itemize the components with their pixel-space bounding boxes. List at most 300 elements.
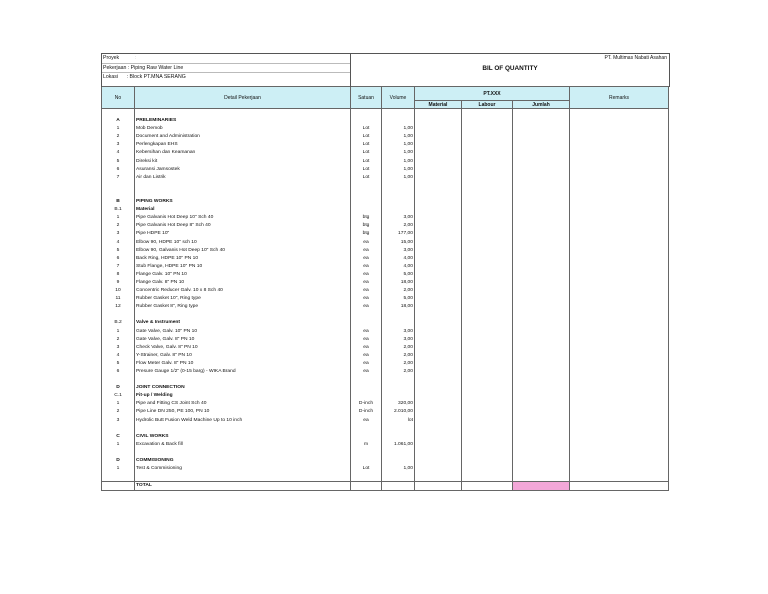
item-remarks [570,336,669,344]
item-labour [462,255,513,263]
section-no: C [102,433,135,441]
item-material [415,287,462,295]
item-material [415,239,462,247]
item-volume: lot [382,417,415,425]
item-remarks [570,352,669,360]
proyek-row [102,54,351,64]
item-jumlah [513,360,570,368]
item-remarks [570,133,669,141]
pekerjaan-row: Pekerjaan : Piping Raw Water Line [102,64,351,74]
item-material [415,336,462,344]
item-row [102,141,669,149]
item-labour [462,279,513,287]
item-remarks [570,263,669,271]
item-jumlah [513,417,570,425]
item-labour [462,465,513,473]
item-jumlah [513,230,570,238]
item-material [415,141,462,149]
item-jumlah [513,239,570,247]
item-volume: 18,00 [382,303,415,311]
item-material [415,247,462,255]
item-jumlah [513,441,570,449]
item-labour [462,295,513,303]
lokasi-row [102,73,351,82]
item-volume: 320,00 [382,400,415,408]
item-no: 8 [102,271,135,279]
item-detail: Stub Flange, HDPE 10" PN 10 [135,263,351,271]
item-material [415,400,462,408]
item-satuan: Lot [351,125,382,133]
item-satuan: ea [351,255,382,263]
item-satuan: ea [351,344,382,352]
subsection-no: B.2 [102,319,135,327]
item-jumlah [513,255,570,263]
item-satuan: ea [351,295,382,303]
item-detail: Pipe Line DN 250, PE 100, PN 10 [135,408,351,416]
section-b2-items [102,328,669,377]
item-row [102,441,669,449]
item-material [415,214,462,222]
title-block [350,53,670,87]
item-remarks [570,441,669,449]
item-material [415,174,462,182]
item-detail: Check Valve, Galv. 8" PN 10 [135,344,351,352]
subsection-title: Fit-up / Welding [135,392,351,400]
section-a-items [102,125,669,182]
item-labour [462,303,513,311]
item-row [102,295,669,303]
boq-sheet [101,53,668,491]
item-volume: 1.061,00 [382,441,415,449]
item-detail: Kebersihan dan Keamanan [135,149,351,157]
item-volume: 2,00 [382,360,415,368]
item-satuan: ea [351,287,382,295]
item-jumlah [513,158,570,166]
item-no: 3 [102,141,135,149]
item-volume: 4,00 [382,263,415,271]
spacer-row [102,449,669,457]
item-row [102,125,669,133]
item-row [102,239,669,247]
item-no: 4 [102,239,135,247]
item-volume: 2,00 [382,222,415,230]
item-labour [462,133,513,141]
item-labour [462,360,513,368]
item-labour [462,263,513,271]
item-satuan: btg [351,230,382,238]
item-material [415,465,462,473]
lokasi-label: Lokasi [103,74,118,81]
item-satuan: ea [351,271,382,279]
item-row [102,368,669,376]
item-no: 7 [102,263,135,271]
item-row [102,465,669,473]
item-remarks [570,222,669,230]
item-remarks [570,344,669,352]
item-row [102,158,669,166]
item-remarks [570,328,669,336]
col-ptxxx: PT.XXX [415,87,570,101]
section-row [102,457,669,465]
item-row [102,263,669,271]
item-satuan: btg [351,214,382,222]
item-no: 3 [102,230,135,238]
item-volume: 1,00 [382,149,415,157]
item-no: 10 [102,287,135,295]
item-material [415,303,462,311]
item-satuan: D-inch [351,400,382,408]
document-header [101,53,668,86]
total-row [102,482,669,491]
item-row [102,360,669,368]
section-b-items [102,214,669,311]
item-satuan: ea [351,263,382,271]
item-jumlah [513,303,570,311]
item-row [102,222,669,230]
item-detail: Concentric Reducer Galv. 10 x 8 Sch 40 [135,287,351,295]
section-title: COMMISIONING [135,457,351,465]
item-remarks [570,239,669,247]
item-material [415,368,462,376]
item-jumlah [513,279,570,287]
subsection-no: C.1 [102,392,135,400]
item-detail: Perlengkapan EHS [135,141,351,149]
item-jumlah [513,336,570,344]
item-satuan: ea [351,328,382,336]
item-row [102,303,669,311]
item-detail: Excavation & Back fill [135,441,351,449]
item-row [102,417,669,425]
subsection-title: Valve & Instrument [135,319,351,327]
item-satuan: ea [351,352,382,360]
item-row [102,174,669,182]
item-material [415,360,462,368]
subsection-row [102,319,669,327]
item-no: 7 [102,174,135,182]
item-volume: 1,00 [382,174,415,182]
item-satuan: Lot [351,149,382,157]
subsection-row [102,392,669,400]
item-no: 5 [102,158,135,166]
item-material [415,408,462,416]
item-remarks [570,125,669,133]
proyek-label: Proyek [103,55,120,61]
col-no: No [102,87,135,109]
item-detail: Pipe and Fitting CS Joint Sch 40 [135,400,351,408]
item-no: 1 [102,441,135,449]
item-satuan: m [351,441,382,449]
item-material [415,279,462,287]
item-material [415,125,462,133]
item-material [415,255,462,263]
item-volume: 2,00 [382,368,415,376]
item-satuan: Lot [351,141,382,149]
item-material [415,230,462,238]
item-material [415,417,462,425]
item-satuan: ea [351,368,382,376]
item-jumlah [513,125,570,133]
item-satuan: Lot [351,158,382,166]
section-row [102,433,669,441]
item-jumlah [513,166,570,174]
item-volume: 1,00 [382,158,415,166]
item-labour [462,141,513,149]
item-labour [462,344,513,352]
item-remarks [570,279,669,287]
item-material [415,441,462,449]
item-satuan: ea [351,247,382,255]
item-material [415,328,462,336]
item-remarks [570,247,669,255]
item-satuan: ea [351,336,382,344]
item-remarks [570,400,669,408]
item-remarks [570,214,669,222]
item-jumlah [513,222,570,230]
item-labour [462,287,513,295]
item-remarks [570,295,669,303]
item-volume: 1,00 [382,166,415,174]
item-volume: 3,00 [382,328,415,336]
item-remarks [570,287,669,295]
item-volume: 3,00 [382,247,415,255]
item-detail: Air dan Listrik [135,174,351,182]
item-no: 4 [102,149,135,157]
company-name: PT. Multimas Nabati Asahan [604,55,667,61]
item-no: 2 [102,336,135,344]
item-row [102,214,669,222]
col-detail: Detail Pekerjaan [135,87,351,109]
item-jumlah [513,465,570,473]
section-row [102,117,669,125]
item-labour [462,271,513,279]
item-remarks [570,303,669,311]
item-detail: Rubber Gasket 10", Ring type [135,295,351,303]
section-row [102,198,669,206]
boq-table [101,86,669,491]
item-detail: Mob Demob [135,125,351,133]
section-no: D [102,384,135,392]
section-d-items [102,400,669,424]
item-jumlah [513,133,570,141]
item-detail: Flange Galv. 10" PN 10 [135,271,351,279]
item-no: 3 [102,417,135,425]
item-satuan: ea [351,303,382,311]
item-no: 1 [102,125,135,133]
item-labour [462,149,513,157]
item-no: 5 [102,247,135,255]
item-no: 9 [102,279,135,287]
item-volume: 4,00 [382,255,415,263]
item-labour [462,158,513,166]
section-title: JOINT CONNECTION [135,384,351,392]
total-jumlah-cell [513,482,570,491]
item-satuan: ea [351,239,382,247]
item-labour [462,352,513,360]
item-labour [462,166,513,174]
item-remarks [570,408,669,416]
item-volume: 1,00 [382,133,415,141]
item-row [102,287,669,295]
item-row [102,408,669,416]
item-satuan: btg [351,222,382,230]
col-labour: Labour [462,101,513,109]
col-volume: Volume [382,87,415,109]
item-detail: Elbow 90, Galvanis Hot Deep 10" Sch 40 [135,247,351,255]
section-c-items [102,441,669,449]
item-detail: Gate Valve, Galv. 10" PN 10 [135,328,351,336]
item-volume: 18,00 [382,279,415,287]
item-volume: 177,00 [382,230,415,238]
item-no: 11 [102,295,135,303]
item-labour [462,214,513,222]
item-detail: Document and Administration [135,133,351,141]
project-info [101,53,351,87]
section-no: D [102,457,135,465]
item-volume: 2,00 [382,344,415,352]
item-no: 1 [102,214,135,222]
item-detail: Presure Gauge 1/2" (0-15 barg) - WIKA Brand [135,368,351,376]
item-jumlah [513,287,570,295]
item-remarks [570,465,669,473]
item-material [415,271,462,279]
item-material [415,263,462,271]
section-title: PRELEMINARIES [135,117,351,125]
section-e-items [102,465,669,473]
item-remarks [570,158,669,166]
item-satuan: ea [351,360,382,368]
item-detail: Rubber Gasket 8", Ring type [135,303,351,311]
item-row [102,271,669,279]
item-row [102,133,669,141]
item-volume: 2,00 [382,287,415,295]
item-volume: 5,00 [382,295,415,303]
item-detail: Flow Meter Galv. 8" PN 10 [135,360,351,368]
item-detail: Gate Valve, Galv. 8" PN 10 [135,336,351,344]
item-satuan: D-inch [351,408,382,416]
item-labour [462,408,513,416]
item-labour [462,247,513,255]
item-no: 1 [102,328,135,336]
total-label: TOTAL [135,482,351,491]
spacer-row [102,190,669,198]
item-no: 2 [102,408,135,416]
item-jumlah [513,214,570,222]
item-material [415,344,462,352]
item-remarks [570,360,669,368]
column-header-row [102,87,669,101]
item-row [102,247,669,255]
item-jumlah [513,408,570,416]
item-no: 4 [102,352,135,360]
document-title: BIL OF QUANTITY [482,65,538,72]
item-jumlah [513,174,570,182]
item-volume: 3,00 [382,336,415,344]
item-volume: 1,00 [382,141,415,149]
item-material [415,166,462,174]
item-detail: Flange Galv. 8" PN 10 [135,279,351,287]
item-labour [462,328,513,336]
item-remarks [570,271,669,279]
item-row [102,255,669,263]
item-jumlah [513,295,570,303]
item-no: 1 [102,400,135,408]
item-no: 2 [102,133,135,141]
item-no: 6 [102,255,135,263]
item-labour [462,368,513,376]
item-jumlah [513,247,570,255]
item-remarks [570,174,669,182]
item-row [102,149,669,157]
item-material [415,352,462,360]
item-row [102,352,669,360]
spacer-row [102,473,669,482]
item-detail: Elbow 90, HDPE 10" sch 10 [135,239,351,247]
spacer-row [102,182,669,190]
item-remarks [570,417,669,425]
item-detail: Back Ring, HDPE 10" PN 10 [135,255,351,263]
item-row [102,336,669,344]
item-satuan: Lot [351,166,382,174]
item-labour [462,400,513,408]
item-detail: Y-Strainer, Galv. 8" PN 10 [135,352,351,360]
item-detail: Hydrolic Butt Fusion Weld Machine Up to 10 inch [135,417,351,425]
item-jumlah [513,400,570,408]
item-jumlah [513,149,570,157]
item-volume: 2,00 [382,352,415,360]
item-row [102,328,669,336]
item-remarks [570,166,669,174]
item-jumlah [513,368,570,376]
item-material [415,149,462,157]
spacer-row [102,311,669,319]
item-detail: Pipe Galvanis Hot Deep 8" Sch 40 [135,222,351,230]
item-detail: Test & Commisioning [135,465,351,473]
item-volume: 1,00 [382,465,415,473]
item-row [102,344,669,352]
item-remarks [570,141,669,149]
item-row [102,230,669,238]
item-labour [462,417,513,425]
item-detail: Direksi kit [135,158,351,166]
item-volume: 5,00 [382,271,415,279]
item-jumlah [513,271,570,279]
section-title: CIVIL WORKS [135,433,351,441]
item-jumlah [513,141,570,149]
item-labour [462,230,513,238]
item-no: 1 [102,465,135,473]
spacer-row [102,109,669,118]
item-volume: 2.010,00 [382,408,415,416]
item-no: 6 [102,166,135,174]
subsection-title: Material [135,206,351,214]
item-labour [462,222,513,230]
item-no: 3 [102,344,135,352]
item-row [102,400,669,408]
col-satuan: Satuan [351,87,382,109]
item-satuan: Lot [351,174,382,182]
item-labour [462,239,513,247]
item-no: 2 [102,222,135,230]
spacer-row [102,376,669,384]
item-remarks [570,255,669,263]
spacer-row [102,425,669,433]
lokasi-value: : Block PT.MNA SERANG [126,74,186,81]
item-material [415,133,462,141]
item-row [102,166,669,174]
section-row [102,384,669,392]
section-no: B [102,198,135,206]
item-jumlah [513,352,570,360]
